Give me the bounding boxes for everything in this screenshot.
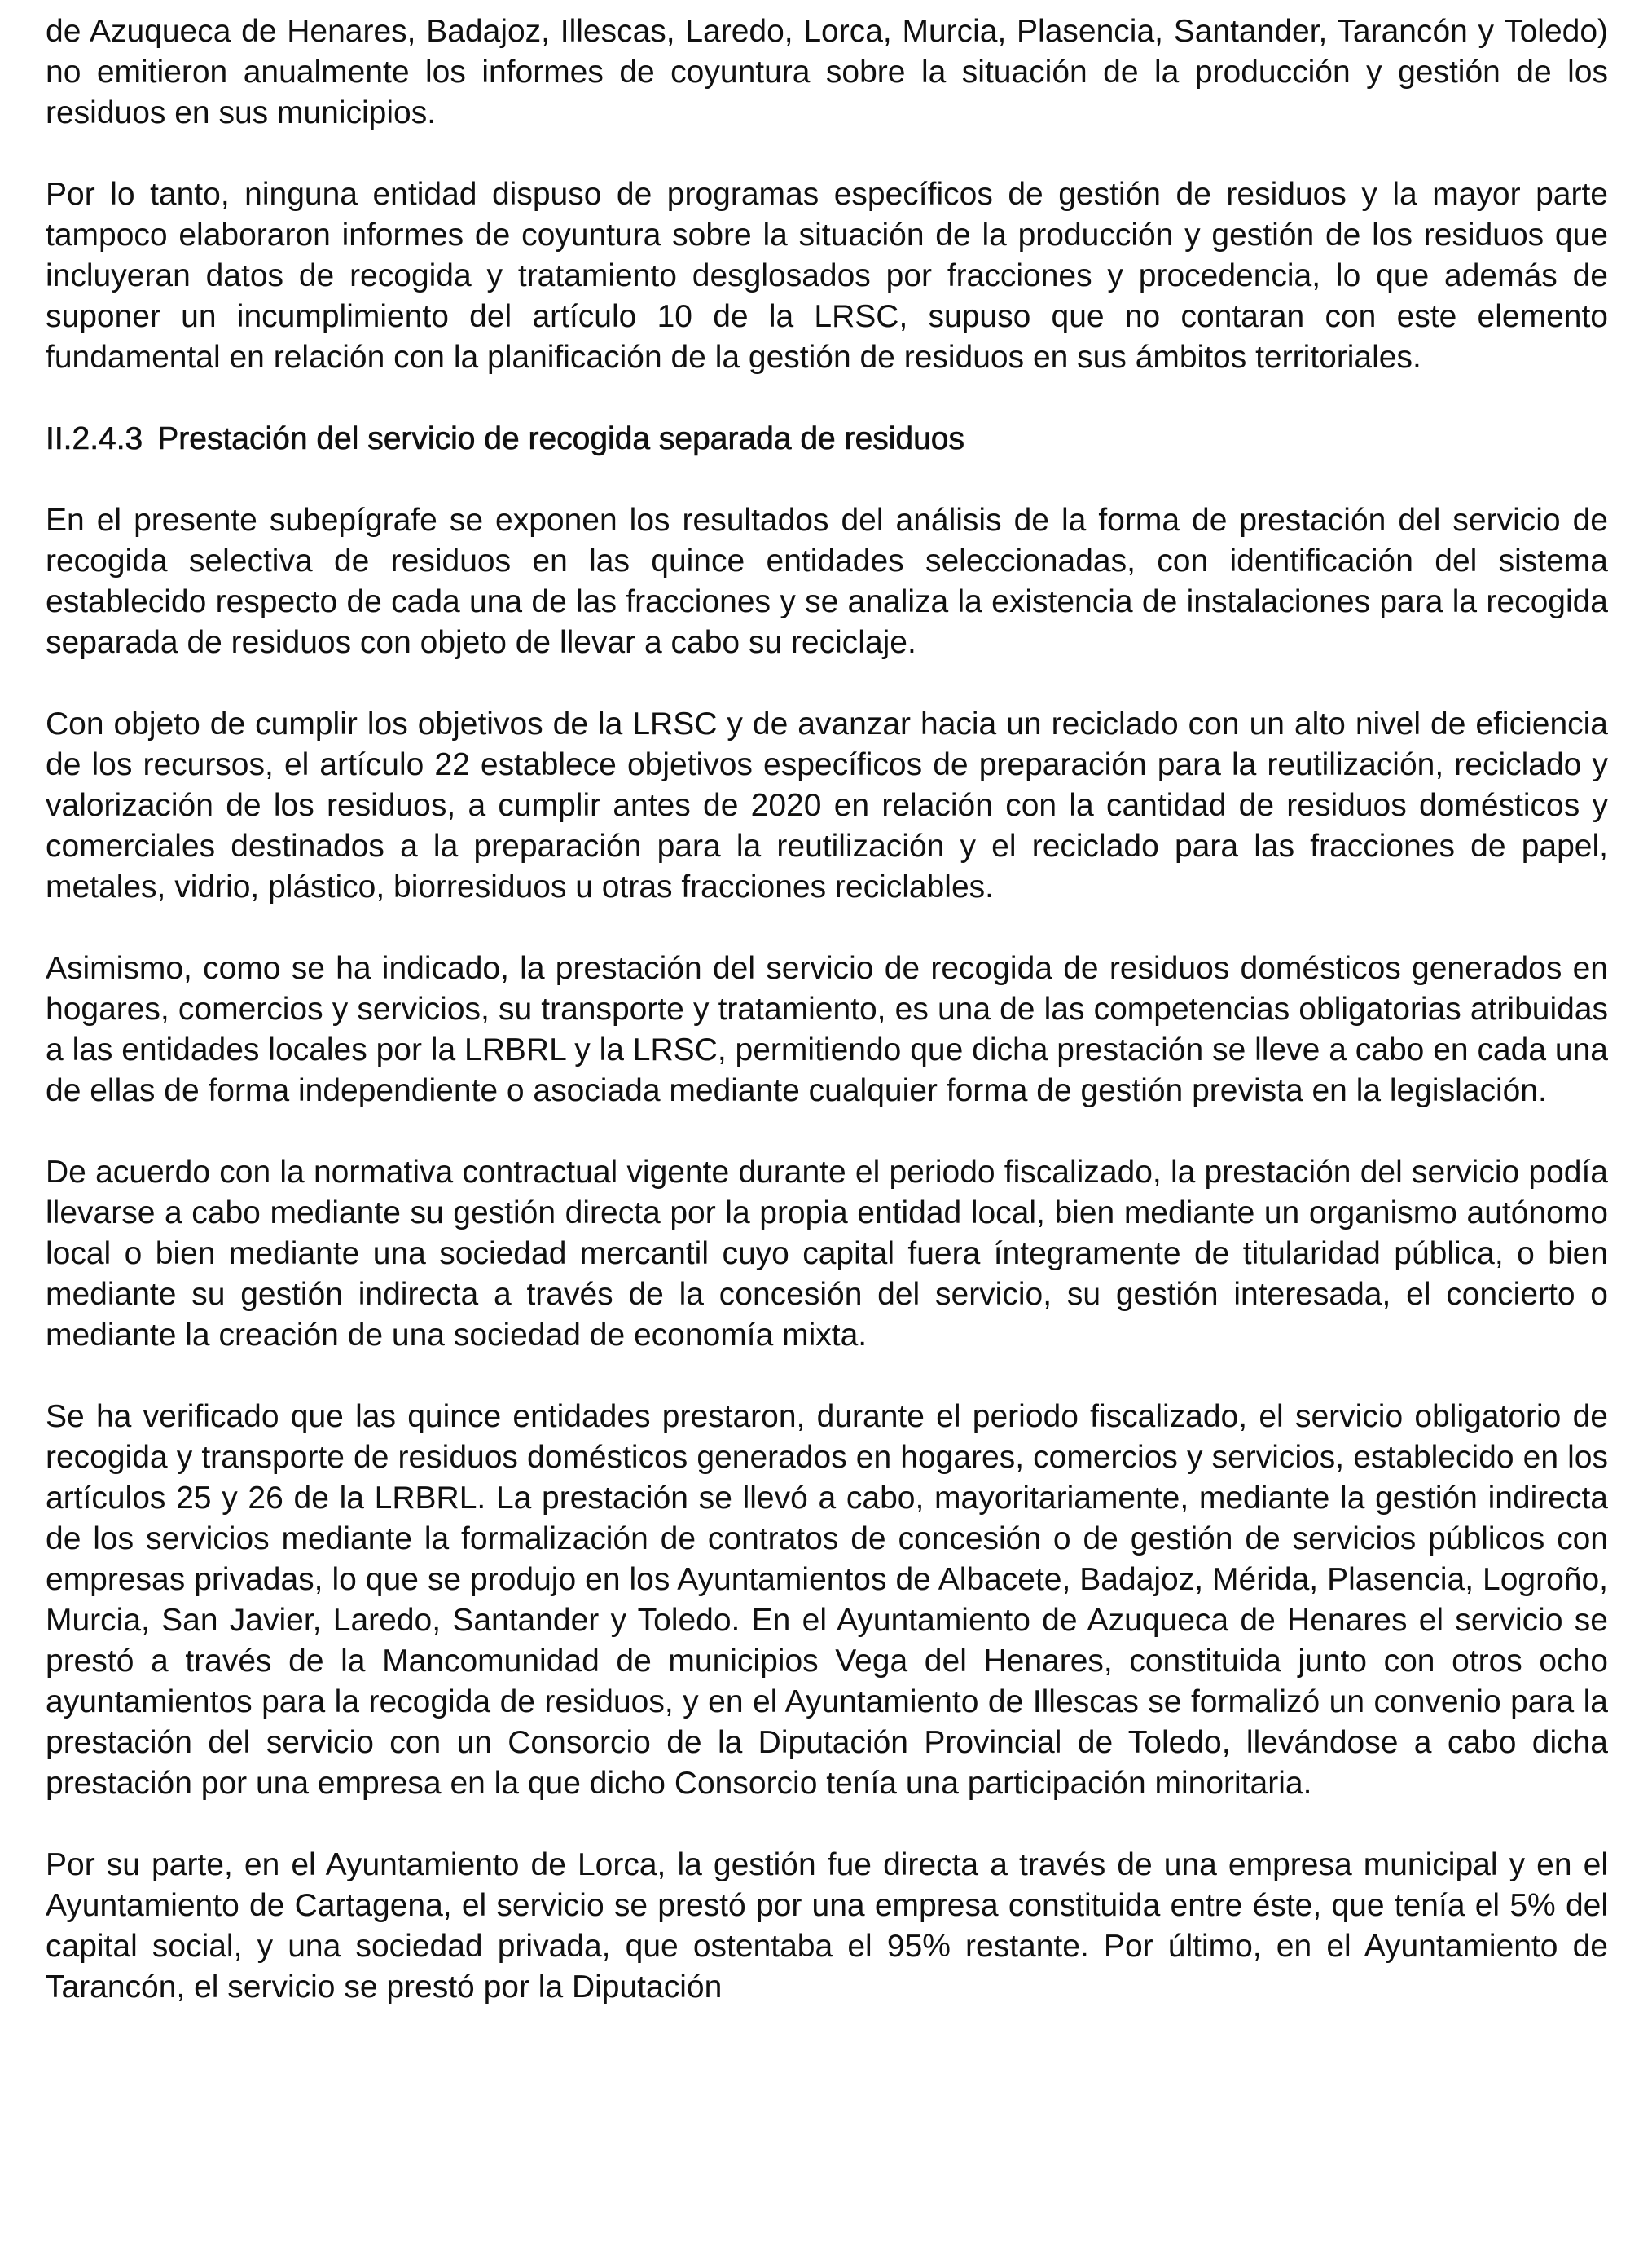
section-title: Prestación del servicio de recogida separada de residuos <box>157 421 964 456</box>
paragraph-8: Por su parte, en el Ayuntamiento de Lorca, la gestión fue directa a través de una empresa municipal y en el Ayuntamiento de Cartagena, el servicio se prestó por una empresa constituida entre éste, que tenía el 5% del capital social, y una sociedad privada, que ostentaba el 95% restante. Por último, en el Ayuntamiento de Tarancón, el servicio se prestó por la Diputación <box>46 1847 1608 2005</box>
paragraph-1: de Azuqueca de Henares, Badajoz, Illescas, Laredo, Lorca, Murcia, Plasencia, Santander, Tarancón y Toledo) no emitieron anualmente los informes de coyuntura sobre la situación de la producción y gestión de los residuos en sus municipios. <box>46 14 1608 130</box>
paragraph-7: Se ha verificado que las quince entidades prestaron, durante el periodo fiscalizado, el servicio obligatorio de recogida y transporte de residuos domésticos generados en hogares, comercios y servicios, establecido en los artículos 25 y 26 de la LRBRL. La prestación se llevó a cabo, mayoritariamente, mediante la gestión indirecta de los servicios mediante la formalización de contratos de concesión o de gestión de servicios públicos con empresas privadas, lo que se produjo en los Ayuntamientos de Albacete, Badajoz, Mérida, Plasencia, Logroño, Murcia, San Javier, Laredo, Santander y Toledo. En el Ayuntamiento de Azuqueca de Henares el servicio se prestó a través de la Mancomunidad de municipios Vega del Henares, constituida junto con otros ocho ayuntamientos para la recogida de residuos, y en el Ayuntamiento de Illescas se formalizó un convenio para la prestación del servicio con un Consorcio de la Diputación Provincial de Toledo, llevándose a cabo dicha prestación por una empresa en la que dicho Consorcio tenía una participación minoritaria. <box>46 1399 1608 1801</box>
paragraph-6: De acuerdo con la normativa contractual vigente durante el periodo fiscalizado, la prestación del servicio podía llevarse a cabo mediante su gestión directa por la propia entidad local, bien mediante un organismo autónomo local o bien mediante una sociedad mercantil cuyo capital fuera íntegramente de titularidad pública, o bien mediante su gestión indirecta a través de la concesión del servicio, su gestión interesada, el concierto o mediante la creación de una sociedad de economía mixta. <box>46 1155 1608 1353</box>
document-page <box>46 11 1608 2008</box>
paragraph-2: Por lo tanto, ninguna entidad dispuso de programas específicos de gestión de residuos y la mayor parte tampoco elaboraron informes de coyuntura sobre la situación de la producción y gestión de los residuos que incluyeran datos de recogida y tratamiento desglosados por fracciones y procedencia, lo que además de suponer un incumplimiento del artículo 10 de la LRSC, supuso que no contaran con este elemento fundamental en relación con la planificación de la gestión de residuos en sus ámbitos territoriales. <box>46 177 1608 375</box>
paragraph-4: Con objeto de cumplir los objetivos de la LRSC y de avanzar hacia un reciclado con un alto nivel de eficiencia de los recursos, el artículo 22 establece objetivos específicos de preparación para la reutilización, reciclado y valorización de los residuos, a cumplir antes de 2020 en relación con la cantidad de residuos domésticos y comerciales destinados a la preparación para la reutilización y el reciclado para las fracciones de papel, metales, vidrio, plástico, biorresiduos u otras fracciones reciclables. <box>46 706 1608 904</box>
paragraph-5: Asimismo, como se ha indicado, la prestación del servicio de recogida de residuos domésticos generados en hogares, comercios y servicios, su transporte y tratamiento, es una de las competencias obligatorias atribuidas a las entidades locales por la LRBRL y la LRSC, permitiendo que dicha prestación se lleve a cabo en cada una de ellas de forma independiente o asociada mediante cualquier forma de gestión prevista en la legislación. <box>46 951 1608 1108</box>
paragraph-3: En el presente subepígrafe se exponen los resultados del análisis de la forma de prestación del servicio de recogida selectiva de residuos en las quince entidades seleccionadas, con identificación del sistema establecido respecto de cada una de las fracciones y se analiza la existencia de instalaciones para la recogida separada de residuos con objeto de llevar a cabo su reciclaje. <box>46 503 1608 660</box>
section-number: II.2.4.3 <box>46 421 143 456</box>
section-heading <box>46 419 1608 460</box>
